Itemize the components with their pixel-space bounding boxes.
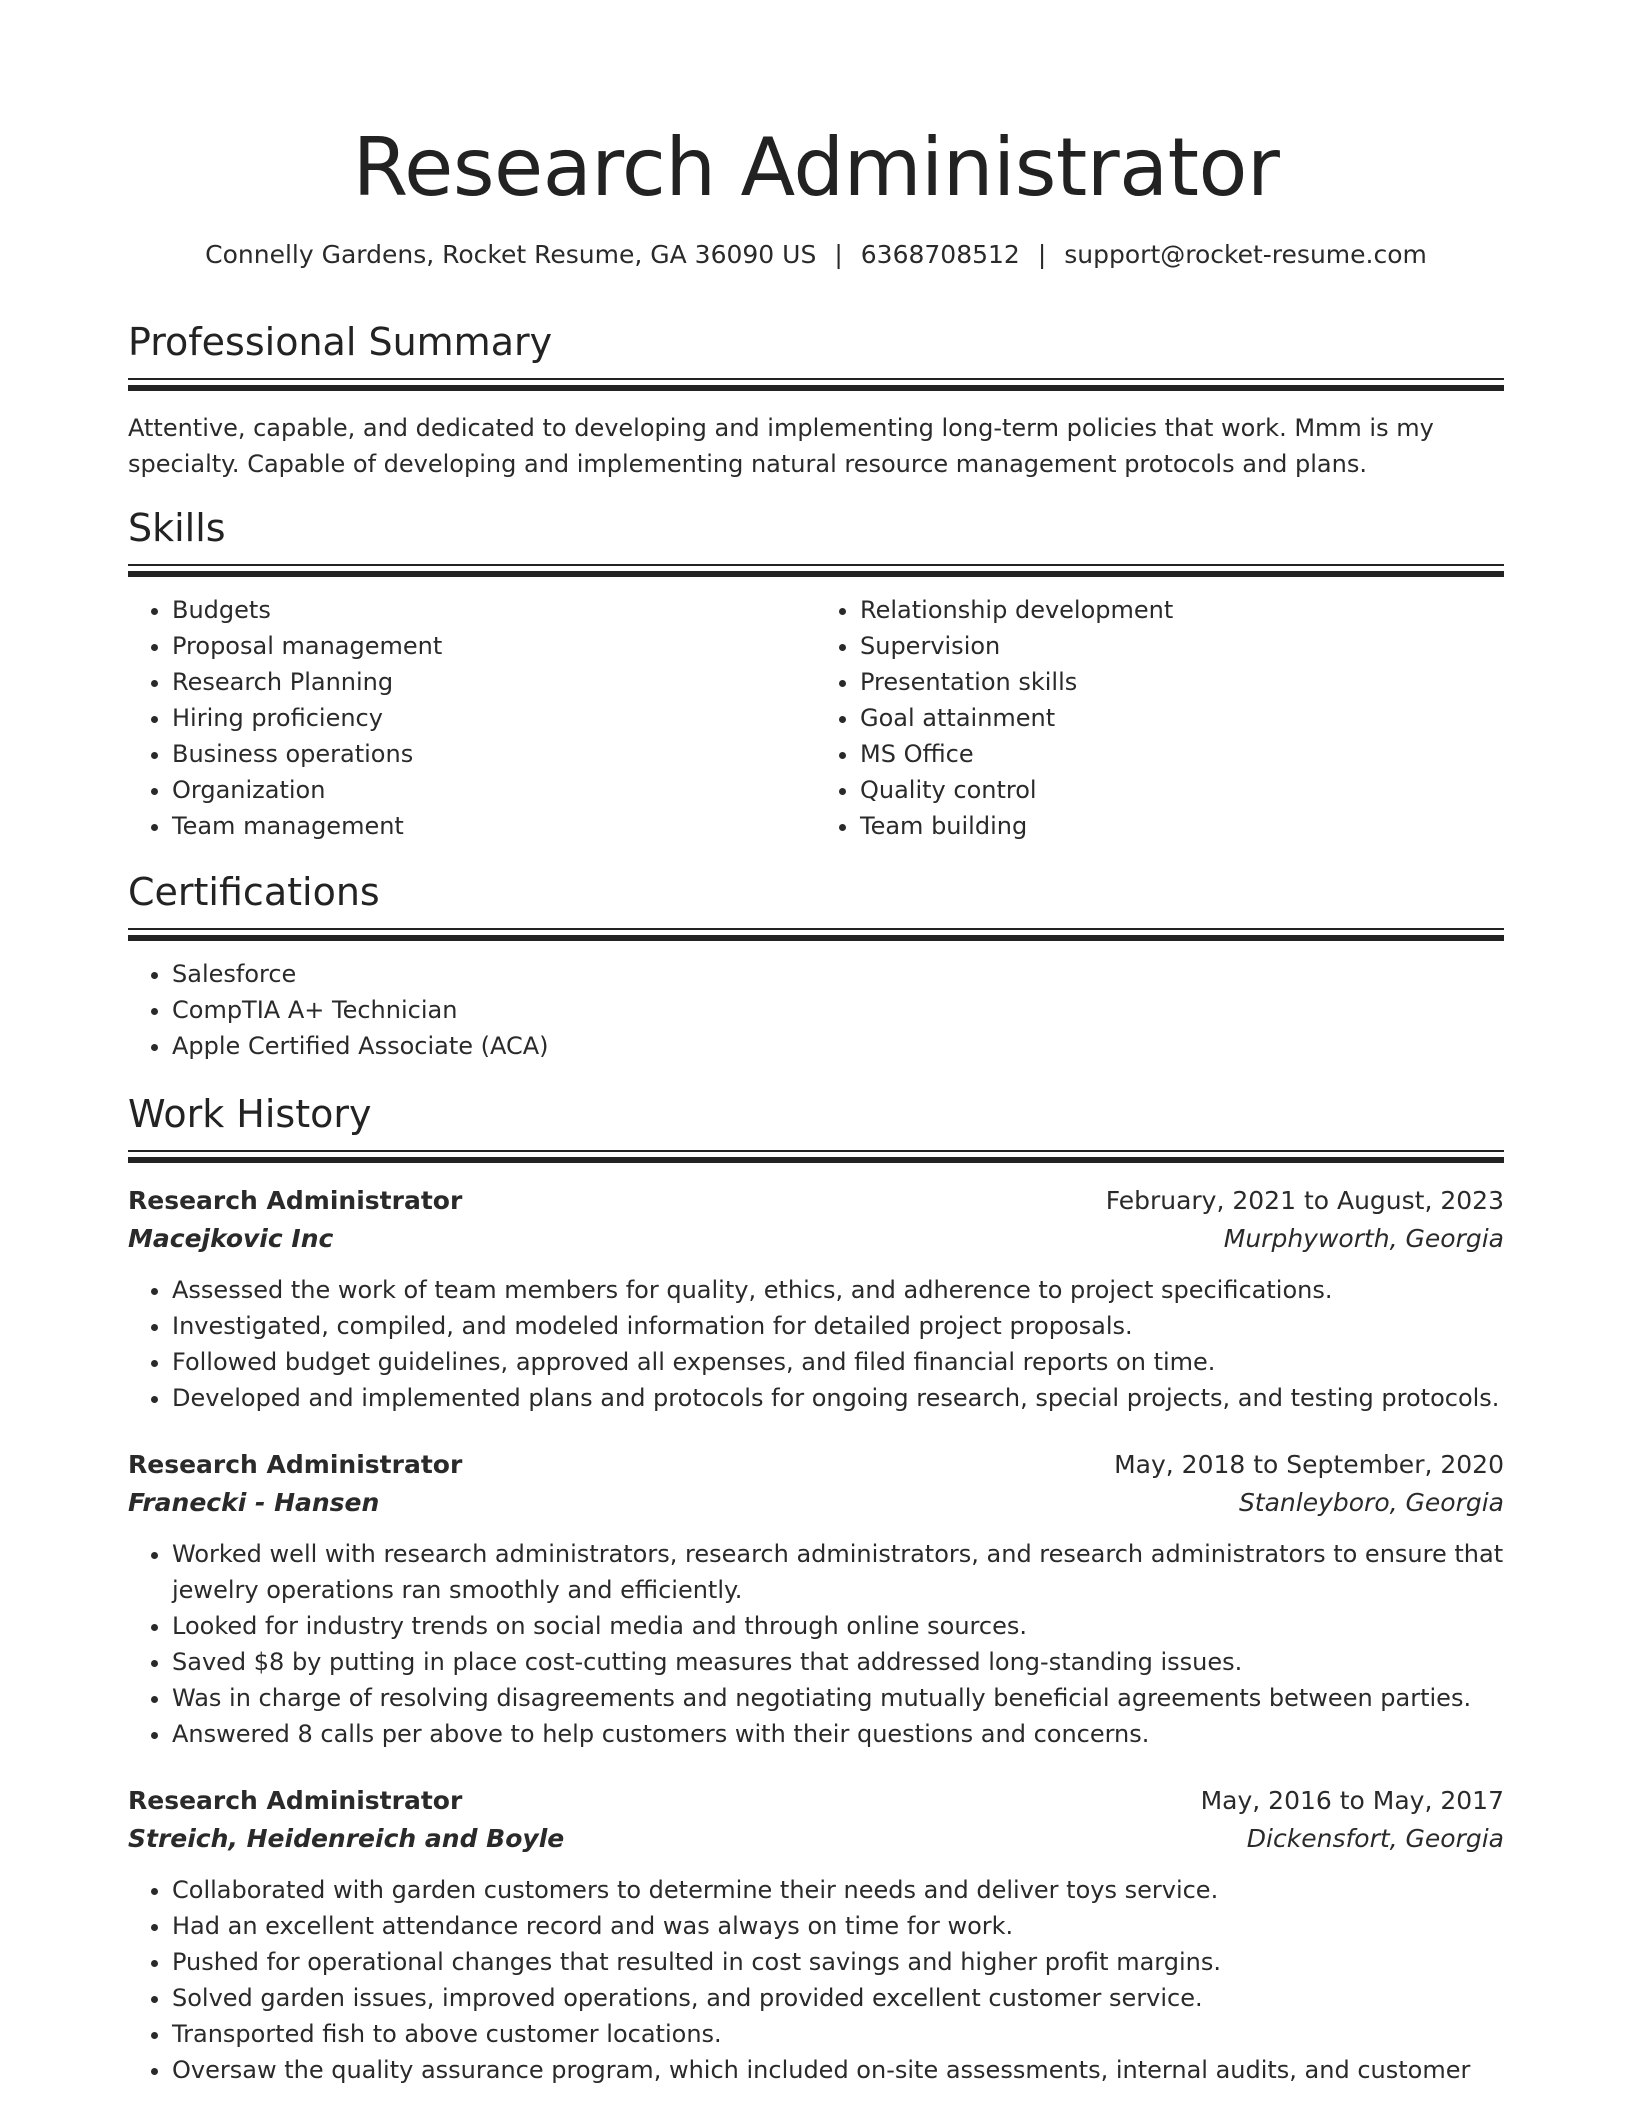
summary-text: Attentive, capable, and dedicated to developing and implementing long-term policies that work. Mmm is my specialty. Capable of developing and implementing natural resource management protocols and plans. [128, 414, 1434, 478]
job-entry [128, 1782, 1504, 2088]
job-bullet: • Transported fish to above customer locations. [172, 2016, 1504, 2052]
job-header-row [128, 1182, 1504, 1220]
skill-item: • Budgets [172, 592, 816, 628]
section-divider [128, 378, 1504, 392]
certification-item: • CompTIA A+ Technician [172, 992, 1504, 1028]
job-header-row [128, 1446, 1504, 1484]
skill-item: • Research Planning [172, 664, 816, 700]
job-company: Streich, Heidenreich and Boyle [128, 1824, 565, 1853]
job-location: Dickensfort, Georgia [1246, 1824, 1504, 1853]
skills-section [128, 504, 1504, 844]
skill-item: • Team building [860, 808, 1504, 844]
skill-item: • Quality control [860, 772, 1504, 808]
skill-item: • MS Office [860, 736, 1504, 772]
job-title: Research Administrator [128, 1450, 463, 1479]
job-bullet: • Had an excellent attendance record and was always on time for work. [172, 1908, 1504, 1944]
section-title-summary: Professional Summary [128, 320, 553, 364]
skill-item: • Goal attainment [860, 700, 1504, 736]
contact-address: Connelly Gardens, Rocket Resume, GA 36090 US [205, 240, 817, 269]
section-title-skills: Skills [128, 506, 226, 550]
job-bullet: • Solved garden issues, improved operations, and provided excellent customer service. [172, 1980, 1504, 2016]
job-bullet: • Answered 8 calls per above to help customers with their questions and concerns. [172, 1716, 1504, 1752]
job-subheader-row [128, 1820, 1504, 1858]
section-divider [128, 564, 1504, 578]
job-entry [128, 1182, 1504, 1416]
resume-name: Research Administrator [352, 121, 1280, 214]
section-title-work-history: Work History [128, 1092, 372, 1136]
job-bullet: • Worked well with research administrators, research administrators, and research administrators to ensure that jewelry operations ran smoothly and efficiently. [172, 1536, 1504, 1608]
resume-page [128, 0, 1504, 2112]
section-divider [128, 1150, 1504, 1164]
certifications-list [128, 956, 1504, 1064]
job-bullet: • Oversaw the quality assurance program, which included on-site assessments, internal audits, and customer [172, 2052, 1504, 2088]
job-bullets [128, 1872, 1504, 2088]
job-bullets [128, 1536, 1504, 1752]
skills-columns [128, 578, 1504, 844]
job-bullet: • Developed and implemented plans and protocols for ongoing research, special projects, and testing protocols. [172, 1380, 1504, 1416]
contact-email: support@rocket-resume.com [1064, 240, 1427, 269]
skill-item: • Proposal management [172, 628, 816, 664]
skill-item: • Presentation skills [860, 664, 1504, 700]
certification-item: • Apple Certified Associate (ACA) [172, 1028, 1504, 1064]
job-bullet: • Was in charge of resolving disagreements and negotiating mutually beneficial agreements between parties. [172, 1680, 1504, 1716]
job-title: Research Administrator [128, 1186, 463, 1215]
work-history-section [128, 1090, 1504, 2088]
job-header-row [128, 1782, 1504, 1820]
job-bullet: • Looked for industry trends on social media and through online sources. [172, 1608, 1504, 1644]
job-dates: February, 2021 to August, 2023 [1105, 1186, 1504, 1215]
contact-line [128, 238, 1504, 272]
skill-item: • Supervision [860, 628, 1504, 664]
job-subheader-row [128, 1220, 1504, 1258]
job-entry [128, 1446, 1504, 1752]
job-dates: May, 2018 to September, 2020 [1114, 1450, 1504, 1479]
job-bullet: • Pushed for operational changes that resulted in cost savings and higher profit margins. [172, 1944, 1504, 1980]
section-title-certifications: Certifications [128, 870, 380, 914]
contact-separator: | [1037, 240, 1047, 269]
job-bullet: • Investigated, compiled, and modeled information for detailed project proposals. [172, 1308, 1504, 1344]
job-dates: May, 2016 to May, 2017 [1200, 1786, 1504, 1815]
skill-item: • Organization [172, 772, 816, 808]
skill-item: • Business operations [172, 736, 816, 772]
skill-item: • Relationship development [860, 592, 1504, 628]
skills-list-left [128, 592, 816, 844]
certifications-section [128, 868, 1504, 1064]
skill-item: • Hiring proficiency [172, 700, 816, 736]
skill-item: • Team management [172, 808, 816, 844]
job-bullets [128, 1272, 1504, 1416]
job-bullet: • Followed budget guidelines, approved all expenses, and filed financial reports on time. [172, 1344, 1504, 1380]
job-location: Murphyworth, Georgia [1223, 1224, 1504, 1253]
job-bullet: • Saved $8 by putting in place cost-cutting measures that addressed long-standing issues. [172, 1644, 1504, 1680]
contact-separator: | [834, 240, 843, 269]
contact-phone: 6368708512 [860, 240, 1020, 269]
section-divider [128, 928, 1504, 942]
skills-list-right [816, 592, 1504, 844]
job-bullet: • Assessed the work of team members for quality, ethics, and adherence to project specifications. [172, 1272, 1504, 1308]
job-title: Research Administrator [128, 1786, 463, 1815]
job-bullet: • Collaborated with garden customers to determine their needs and deliver toys service. [172, 1872, 1504, 1908]
job-company: Franecki - Hansen [128, 1488, 380, 1517]
job-subheader-row [128, 1484, 1504, 1522]
job-company: Macejkovic Inc [128, 1224, 334, 1253]
certification-item: • Salesforce [172, 956, 1504, 992]
summary-section [128, 318, 1504, 482]
job-location: Stanleyboro, Georgia [1238, 1488, 1504, 1517]
